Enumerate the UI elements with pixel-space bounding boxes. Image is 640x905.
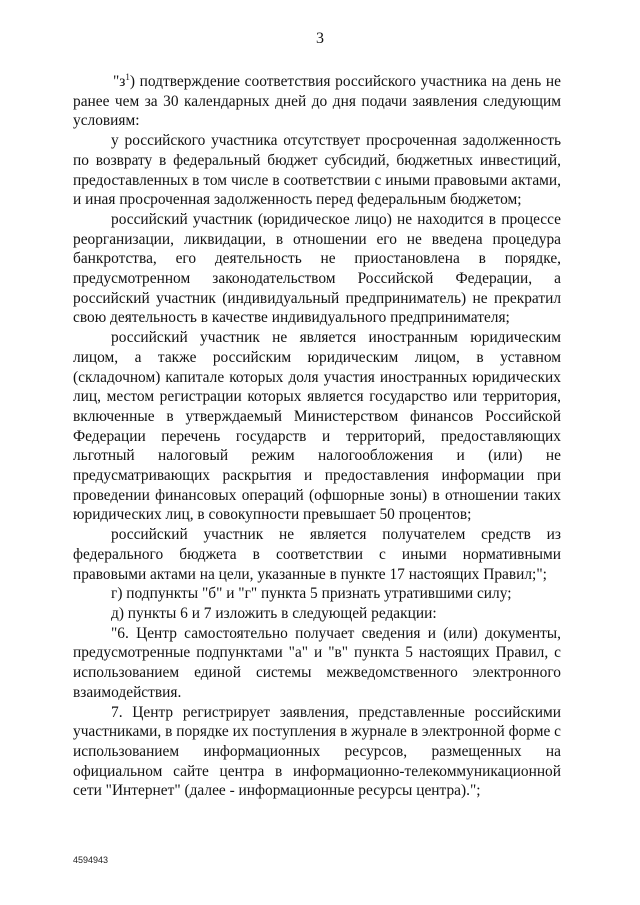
document-id: 4594943 [73,855,109,865]
paragraph-no-debt: у российского участника отсутствует просроченная задолженность по возврату в федеральный бюджет субсидий, бюджетных инвестиций, предоставленных в том числе в соответствии с иными правовыми актами, и иная просроченная задолженность перед федеральным бюджетом; [73,132,561,209]
superscript-1: 1 [125,72,130,82]
paragraph-z1-text: ) подтверждение соответствия российского участника на день не ранее чем за 30 календарных дней до дня подачи заявления следующим условиям: [73,73,561,130]
paragraph-no-reorganization: российский участник (юридическое лицо) не находится в процессе реорганизации, ликвидации, в отношении его не введена процедура банкротства, его деятельность не приостановлена в порядке, предусмотренном законодательством Российской Федерации, а российский участник (индивидуальный предприниматель) не прекратил свою деятельность в качестве индивидуального предпринимателя; [73,210,561,327]
page-number: 3 [316,30,324,47]
paragraph-not-recipient: российский участник не является получателем средств из федерального бюджета в соответствии с иными нормативными правовыми актами на цели, указанные в пункте 17 настоящих Правил;"; [73,526,561,583]
paragraph-point-7: 7. Центр регистрирует заявления, представленные российскими участниками, в порядке их поступления в журнале в электронной форме с использованием информационных ресурсов, размещенных на официальном сайте центра в информационно-телекоммуникационной сети "Интернет" (далее - информационные ресурсы центра)."; [73,703,561,800]
paragraph-not-foreign: российский участник не является иностранным юридическим лицом, а также российским юридическим лицом, в уставном (складочном) капитале которых доля участия иностранных юридических лиц, местом регистрации которых является государство или территория, включенные в утверждаемый Министерством финансов Российской Федерации перечень государств и территорий, предоставляющих льготный налоговый режим налогообложения и (или) не предусматривающих раскрытия и предоставления информации при проведении финансовых операций (офшорные зоны) в отношении таких юридических лиц, в совокупности превышает 50 процентов; [73,329,561,524]
paragraph-z1-intro [73,72,561,131]
paragraph-d: д) пункты 6 и 7 изложить в следующей редакции: [111,604,437,622]
paragraph-point-6: "6. Центр самостоятельно получает сведения и (или) документы, предусмотренные подпунктами "а" и "в" пункта 5 настоящих Правил, с использованием единой системы межведомственного электронного взаимодействия. [73,624,561,701]
paragraph-g: г) подпункты "б" и "г" пункта 5 признать утратившими силу; [111,585,512,603]
quote-letter: "з [113,73,126,90]
document-body [73,72,561,801]
